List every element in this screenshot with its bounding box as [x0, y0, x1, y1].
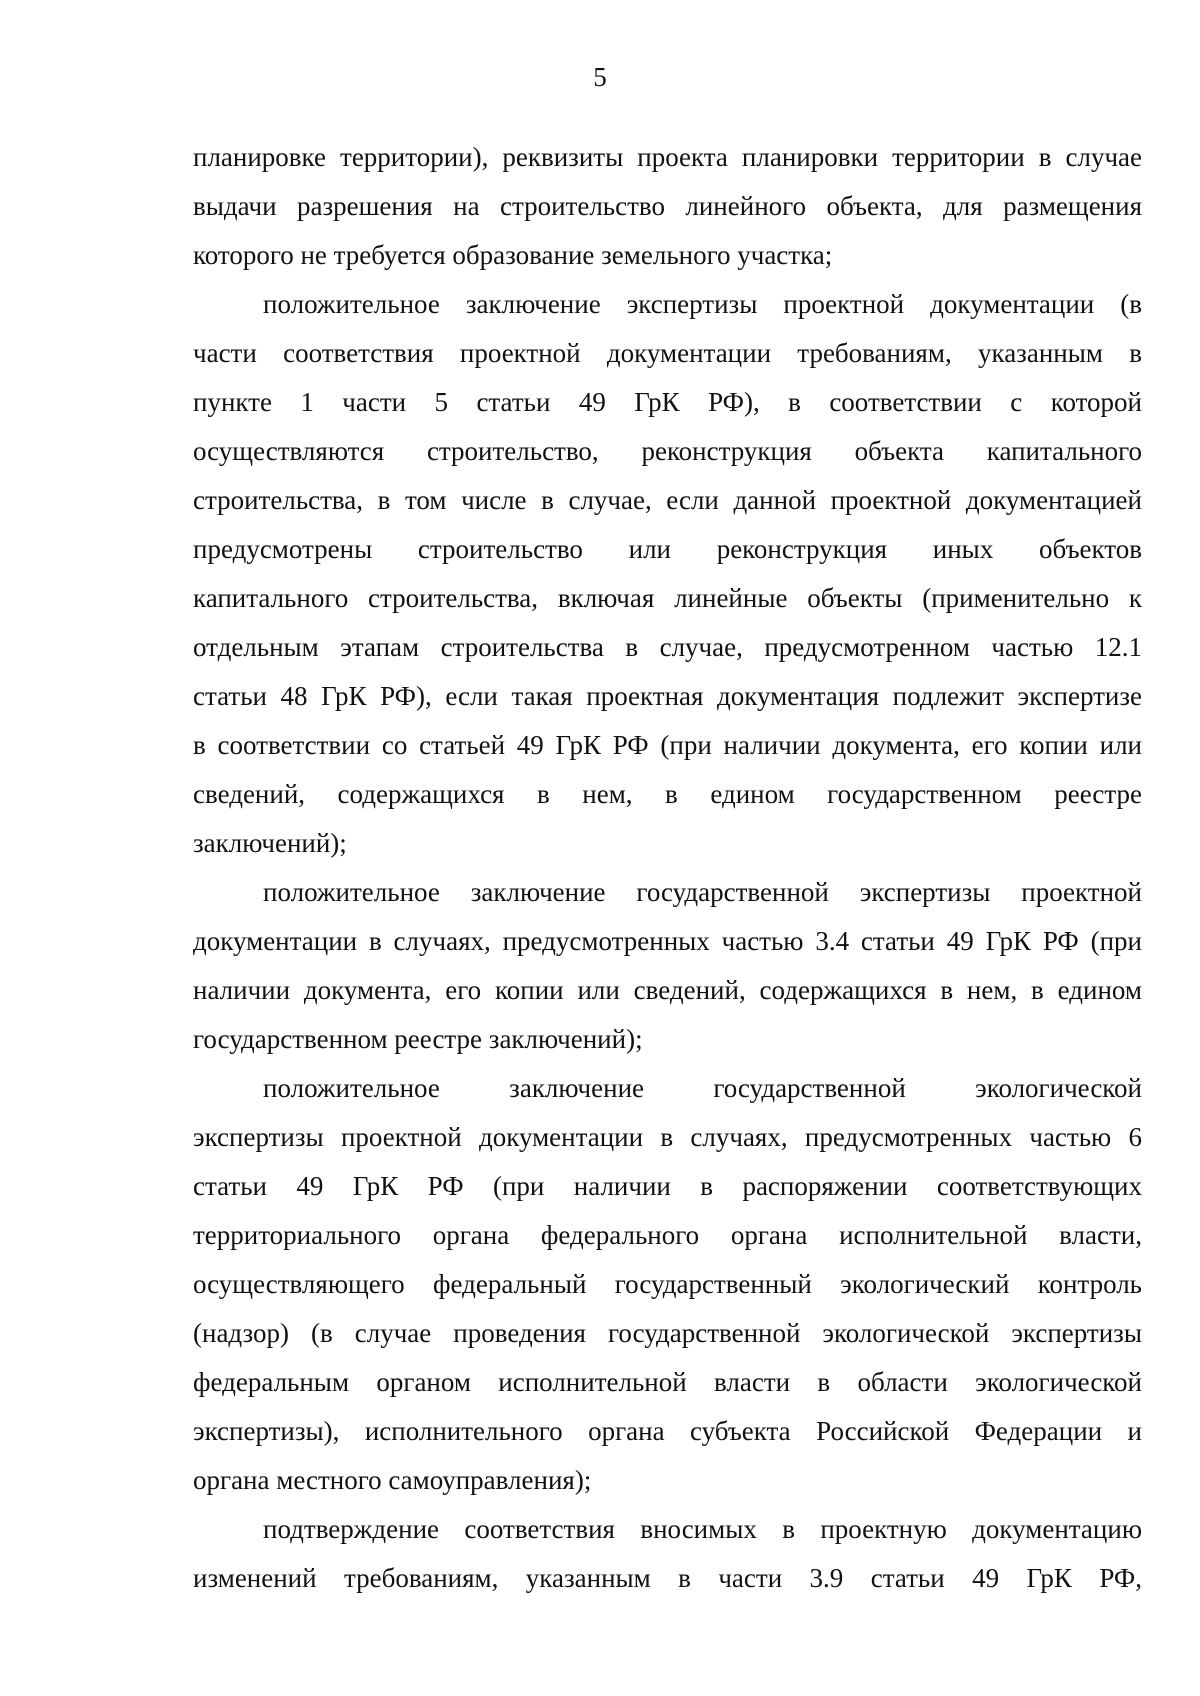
- text-line: статьи 49 ГрК РФ (при наличии в распоряжении соответствующих: [193, 1171, 1142, 1201]
- text-line: выдачи разрешения на строительство линейного объекта, для размещения: [193, 191, 1142, 221]
- text-line: государственном реестре заключений);: [193, 1024, 643, 1054]
- text-line: экспертизы), исполнительного органа субъекта Российской Федерации и: [193, 1416, 1142, 1446]
- text-line: строительства, в том числе в случае, если данной проектной документацией: [193, 485, 1142, 515]
- text-line: заключений);: [193, 828, 347, 858]
- page-number: 5: [593, 62, 607, 92]
- text-line: в соответствии со статьей 49 ГрК РФ (при наличии документа, его копии или: [193, 730, 1142, 760]
- text-line: документации в случаях, предусмотренных частью 3.4 статьи 49 ГрК РФ (при: [193, 926, 1142, 956]
- document-body: [193, 133, 1142, 1603]
- text-line: изменений требованиям, указанным в части 3.9 статьи 49 ГрК РФ,: [193, 1563, 1142, 1593]
- text-line: положительное заключение государственной экспертизы проектной: [263, 877, 1142, 907]
- text-line: отдельным этапам строительства в случае, предусмотренном частью 12.1: [193, 632, 1142, 662]
- text-line: подтверждение соответствия вносимых в проектную документацию: [263, 1514, 1142, 1544]
- text-line: которого не требуется образование земельного участка;: [193, 240, 833, 270]
- text-line: части соответствия проектной документации требованиям, указанным в: [193, 338, 1142, 368]
- text-line: сведений, содержащихся в нем, в едином государственном реестре: [193, 779, 1142, 809]
- text-line: территориального органа федерального органа исполнительной власти,: [193, 1220, 1142, 1250]
- text-line: наличии документа, его копии или сведений, содержащихся в нем, в едином: [193, 975, 1142, 1005]
- text-line: пункте 1 части 5 статьи 49 ГрК РФ), в соответствии с которой: [193, 387, 1142, 417]
- text-line: положительное заключение государственной экологической: [263, 1073, 1142, 1103]
- text-line: осуществляющего федеральный государственный экологический контроль: [193, 1269, 1142, 1299]
- text-line: (надзор) (в случае проведения государственной экологической экспертизы: [193, 1318, 1142, 1348]
- text-line: статьи 48 ГрК РФ), если такая проектная документация подлежит экспертизе: [193, 681, 1142, 711]
- text-line: органа местного самоуправления);: [193, 1465, 592, 1495]
- text-line: планировке территории), реквизиты проекта планировки территории в случае: [193, 142, 1142, 172]
- text-line: федеральным органом исполнительной власти в области экологической: [193, 1367, 1142, 1397]
- text-line: предусмотрены строительство или реконструкция иных объектов: [193, 534, 1142, 564]
- text-line: капитального строительства, включая линейные объекты (применительно к: [193, 583, 1142, 613]
- text-line: экспертизы проектной документации в случаях, предусмотренных частью 6: [193, 1122, 1142, 1152]
- text-line: положительное заключение экспертизы проектной документации (в: [263, 289, 1142, 319]
- text-line: осуществляются строительство, реконструкция объекта капитального: [193, 436, 1142, 466]
